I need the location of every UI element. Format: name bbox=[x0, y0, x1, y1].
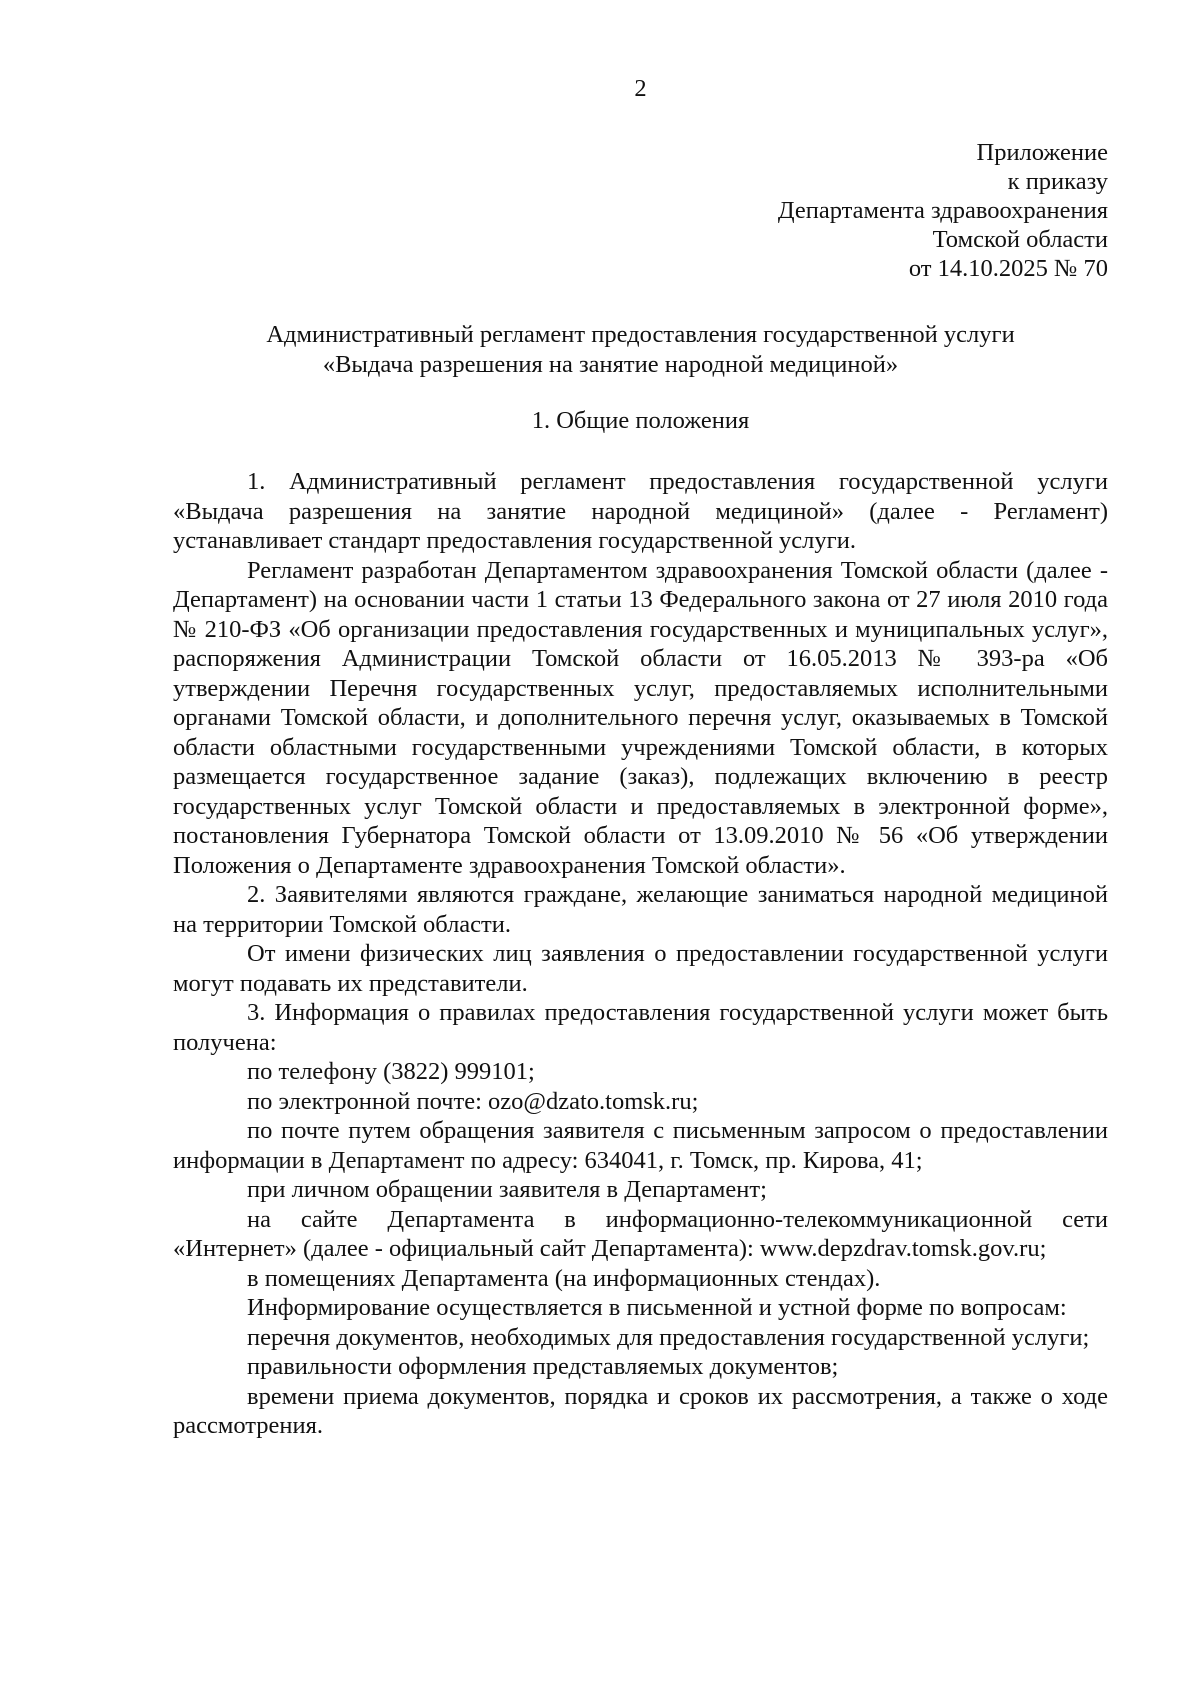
title-line: Административный регламент предоставления государственной услуги bbox=[266, 321, 1015, 348]
document-title bbox=[173, 320, 1108, 379]
section-heading: 1. Общие положения bbox=[531, 407, 750, 434]
paragraph: правильности оформления представляемых документов; bbox=[247, 1353, 839, 1380]
paragraph: 1. Административный регламент предоставления государственной услуги «Выдача разрешения на занятие народной медициной» (далее - Регламент) устанавливает стандарт предоставления государственной услуги. bbox=[173, 468, 1108, 554]
annex-line: к приказу bbox=[1007, 168, 1108, 195]
page-number: 2 bbox=[634, 75, 647, 102]
annex-line: Департамента здравоохранения bbox=[777, 197, 1108, 224]
body-text bbox=[173, 467, 1108, 1441]
annex-line: Томской области bbox=[932, 226, 1108, 253]
paragraph: по телефону (3822) 999101; bbox=[247, 1058, 535, 1085]
paragraph: на сайте Департамента в информационно-телекоммуникационной сети «Интернет» (далее - официальный сайт Департамента): www.depzdrav.tomsk.gov.ru; bbox=[173, 1205, 1108, 1262]
paragraph: в помещениях Департамента (на информационных стендах). bbox=[247, 1264, 881, 1292]
annex-block bbox=[173, 138, 1108, 283]
paragraph: Информирование осуществляется в письменной и устной форме по вопросам: bbox=[247, 1294, 1067, 1321]
paragraph: перечня документов, необходимых для предоставления государственной услуги; bbox=[247, 1323, 1090, 1351]
paragraph: 2. Заявителями являются граждане, желающие заниматься народной медициной на территории Томской области. bbox=[173, 881, 1108, 938]
paragraph: по электронной почте: ozo@dzato.tomsk.ru; bbox=[247, 1087, 699, 1115]
document-page bbox=[173, 0, 1108, 1698]
paragraph: времени приема документов, порядка и сроков их рассмотрения, а также о ходе рассмотрения. bbox=[173, 1382, 1108, 1439]
paragraph: по почте путем обращения заявителя с письменным запросом о предоставлении информации в Департамент по адресу: 634041, г. Томск, пр. Кирова, 41; bbox=[173, 1117, 1108, 1174]
title-line: «Выдача разрешения на занятие народной медициной» bbox=[322, 350, 899, 378]
annex-line: от 14.10.2025 № 70 bbox=[908, 255, 1108, 282]
paragraph: 3. Информация о правилах предоставления государственной услуги может быть получена: bbox=[173, 999, 1108, 1056]
paragraph: при личном обращении заявителя в Департамент; bbox=[247, 1176, 767, 1203]
paragraph: Регламент разработан Департаментом здравоохранения Томской области (далее - Департамент) на основании части 1 статьи 13 Федерального закона от 27 июля 2010 года № 210-ФЗ «Об организации предоставления государственных и муниципальных услуг», распоряжения Администрации Томской области от 16.05.2013 № 393-ра «Об утверждении Перечня государственных услуг, предоставляемых исполнительными органами Томской области, и дополнительного перечня услуг, оказываемых в Томской области областными государственными учреждениями Томской области, в которых размещается государственное задание (заказ), подлежащих включению в реестр государственных услуг Томской области и предоставляемых в электронной форме», постановления Губернатора Томской области от 13.09.2010 № 56 «Об утверждении Положения о Департаменте здравоохранения Томской области». bbox=[173, 556, 1108, 879]
paragraph: От имени физических лиц заявления о предоставлении государственной услуги могут подавать их представители. bbox=[173, 940, 1108, 997]
annex-line: Приложение bbox=[976, 139, 1108, 166]
